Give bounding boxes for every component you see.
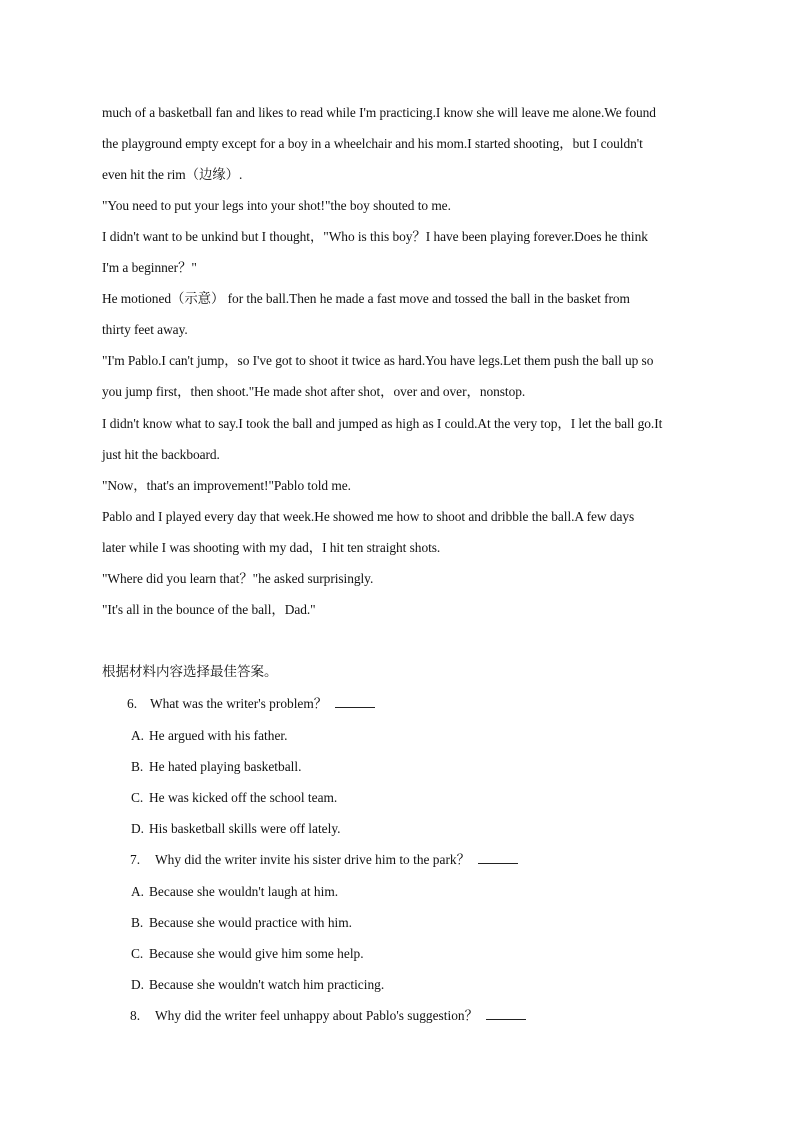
option-text: He hated playing basketball. [149,759,302,774]
option-text: He was kicked off the school team. [149,790,338,805]
passage-line: I'm a beginner？" [102,260,197,275]
option-letter: A. [131,884,145,899]
option-letter: B. [131,759,144,774]
question-text [150,696,375,712]
option-text: Because she would practice with him. [149,915,353,930]
passage-line: just hit the backboard. [102,447,220,462]
option-letter: D. [131,977,145,992]
answer-blank[interactable] [335,696,375,708]
answer-blank[interactable] [478,852,518,864]
option-text: Because she would give him some help. [149,946,364,961]
passage-line: later while I was shooting with my dad，I hit ten straight shots. [102,540,441,555]
passage-line: He motioned（示意） for the ball.Then he made a fast move and tossed the ball in the basket from [102,291,630,306]
option-text: Because she wouldn't laugh at him. [149,884,339,899]
question-number: 8. [130,1008,141,1023]
option-letter: A. [131,728,145,743]
question-text [155,852,518,868]
passage-line: thirty feet away. [102,322,188,337]
passage-line: you jump first，then shoot."He made shot after shot，over and over，nonstop. [102,384,526,399]
passage-line: "Now，that's an improvement!"Pablo told me. [102,478,351,493]
question-number: 6. [127,696,138,711]
option-letter: B. [131,915,144,930]
passage-line: I didn't know what to say.I took the ball and jumped as high as I could.At the very top，I let the ball go.It [102,416,663,431]
question-text [155,1008,526,1024]
question-prompt: Why did the writer invite his sister drive him to the park？ [155,852,470,867]
passage-line: "Where did you learn that？"he asked surprisingly. [102,571,374,586]
passage-line: "I'm Pablo.I can't jump，so I've got to shoot it twice as hard.You have legs.Let them push the ball up so [102,353,654,368]
instructions-heading: 根据材料内容选择最佳答案。 [102,664,278,680]
passage-line: even hit the rim（边缘）. [102,167,243,182]
passage-line: much of a basketball fan and likes to read while I'm practicing.I know she will leave me alone.We found [102,105,656,120]
option-letter: C. [131,790,144,805]
option-text: He argued with his father. [149,728,288,743]
option-letter: D. [131,821,145,836]
question-number: 7. [130,852,141,867]
answer-blank[interactable] [486,1008,526,1020]
question-prompt: Why did the writer feel unhappy about Pablo's suggestion？ [155,1008,478,1023]
option-text: Because she wouldn't watch him practicing. [149,977,385,992]
passage-line: Pablo and I played every day that week.He showed me how to shoot and dribble the ball.A few days [102,509,635,524]
option-text: His basketball skills were off lately. [149,821,341,836]
passage-line: "You need to put your legs into your shot!"the boy shouted to me. [102,198,451,213]
passage-line: "It's all in the bounce of the ball，Dad." [102,602,316,617]
passage-line: I didn't want to be unkind but I thought，"Who is this boy？I have been playing forever.Does he think [102,229,648,244]
passage-line: the playground empty except for a boy in a wheelchair and his mom.I started shooting，but I couldn't [102,136,643,151]
option-letter: C. [131,946,144,961]
question-prompt: What was the writer's problem？ [150,696,328,711]
